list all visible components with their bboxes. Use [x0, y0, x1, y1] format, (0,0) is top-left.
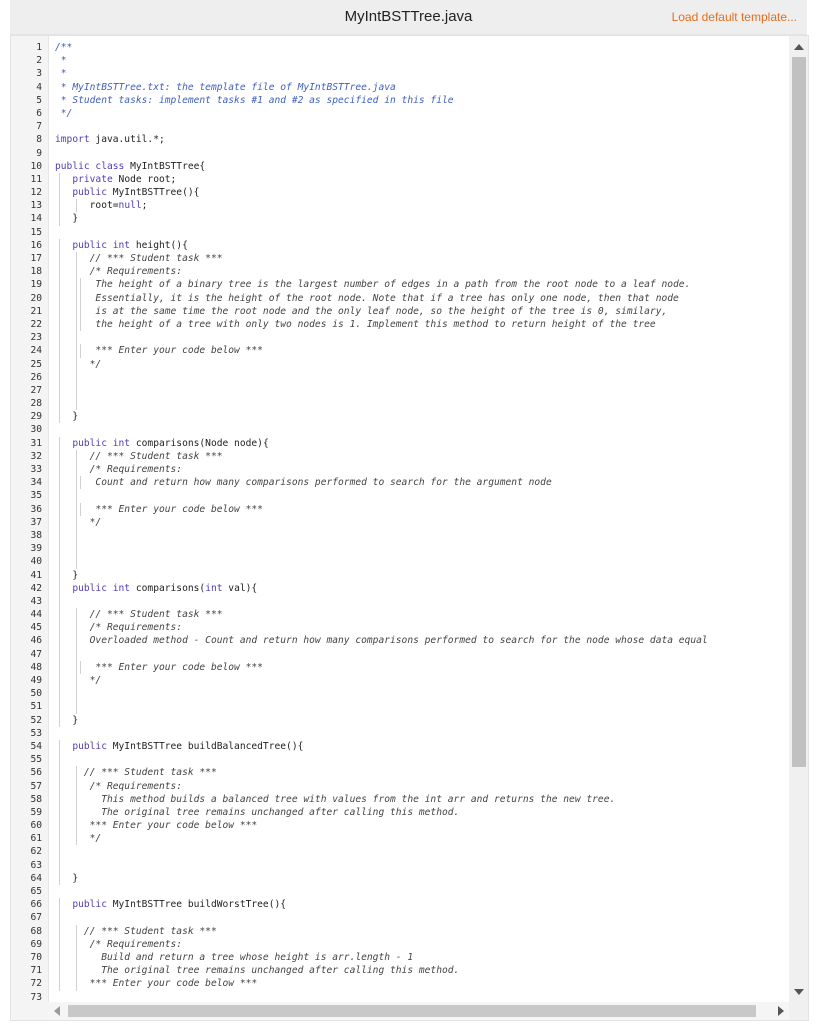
line-number: 43 [30, 595, 42, 607]
code-text[interactable] [55, 410, 78, 423]
line-number: 73 [30, 991, 42, 1003]
horizontal-scrollbar[interactable] [48, 1002, 789, 1020]
arrow-down-icon[interactable] [794, 989, 804, 995]
code-line[interactable] [11, 911, 786, 924]
code-lines[interactable] [11, 41, 786, 1004]
code-line[interactable] [11, 898, 786, 911]
indent-guide [76, 542, 77, 555]
code-line[interactable] [11, 173, 786, 186]
arrow-up-icon[interactable] [794, 44, 804, 50]
vertical-scrollbar[interactable] [789, 36, 808, 1020]
code-line[interactable] [11, 54, 786, 67]
comment-token: the height of a tree with only two nodes is 1. Implement this method to return height of the tree [55, 318, 656, 330]
line-number: 27 [30, 384, 42, 396]
code-line[interactable] [11, 951, 786, 964]
code-editor[interactable] [10, 35, 809, 1021]
code-line[interactable] [11, 318, 786, 331]
keyword-token: import [55, 134, 90, 146]
code-token: MyIntBSTTree buildWorstTree(){ [106, 899, 287, 911]
code-line[interactable] [11, 793, 786, 806]
line-number: 32 [30, 450, 42, 462]
code-line[interactable] [11, 120, 786, 133]
comment-token: /* Requirements: [55, 622, 183, 634]
code-line[interactable] [11, 503, 786, 516]
code-line[interactable] [11, 661, 786, 674]
comment-token: /* Requirements: [55, 464, 183, 475]
line-number: 45 [30, 622, 42, 634]
code-line[interactable] [11, 516, 786, 529]
code-line[interactable] [11, 529, 786, 542]
comment-token: * Student tasks: implement tasks #1 and #2 as specified in this file [55, 94, 454, 106]
comment-token: /** [55, 42, 73, 53]
indent-guide [76, 555, 77, 568]
comment-token: * [55, 55, 67, 67]
code-text[interactable] [55, 766, 217, 779]
load-default-template-link[interactable]: Load default template... [671, 10, 797, 24]
code-line[interactable] [11, 358, 786, 371]
code-line[interactable] [11, 674, 786, 687]
code-text[interactable] [55, 278, 690, 291]
code-line[interactable] [11, 476, 786, 489]
line-number: 30 [30, 424, 42, 436]
line-number: 15 [30, 226, 42, 238]
keyword-token: public int [55, 582, 131, 594]
line-number: 39 [30, 543, 42, 555]
keyword-token: private [55, 173, 113, 185]
comment-token: /* Requirements: [55, 780, 183, 792]
code-line[interactable] [11, 977, 786, 990]
code-line[interactable] [11, 239, 786, 252]
code-token: } [55, 411, 79, 423]
code-text[interactable] [55, 621, 182, 634]
code-text[interactable] [55, 634, 708, 647]
code-text[interactable] [55, 450, 223, 463]
code-line[interactable] [11, 292, 786, 305]
comment-token: // *** Student task *** [55, 925, 217, 937]
comment-token: The height of a binary tree is the largest number of edges in a path from the root node to a leaf node. [55, 279, 691, 291]
indent-guide [59, 911, 60, 924]
code-text[interactable] [55, 67, 67, 80]
code-line[interactable] [11, 160, 786, 173]
code-text[interactable] [55, 318, 656, 331]
line-number: 33 [30, 464, 42, 475]
indent-guide [59, 555, 60, 568]
code-line[interactable] [11, 687, 786, 700]
code-text[interactable] [55, 582, 257, 595]
indent-guide [59, 529, 60, 542]
code-text[interactable] [55, 107, 72, 120]
line-number: 4 [36, 81, 42, 93]
line-number: 49 [30, 675, 42, 686]
code-line[interactable] [11, 608, 786, 621]
code-line[interactable] [11, 845, 786, 858]
code-line[interactable] [11, 371, 786, 384]
line-number: 67 [30, 912, 42, 924]
code-text[interactable] [55, 964, 459, 977]
code-line[interactable] [11, 107, 786, 120]
line-number: 14 [30, 213, 42, 225]
code-line[interactable] [11, 94, 786, 107]
code-token: MyIntBSTTree{ [124, 160, 206, 172]
code-line[interactable] [11, 186, 786, 199]
comment-token: *** Enter your code below *** [55, 661, 263, 673]
line-number: 64 [30, 872, 42, 884]
comment-token: *** Enter your code below *** [55, 978, 258, 990]
line-number: 66 [30, 899, 42, 911]
code-line[interactable] [11, 410, 786, 423]
comment-token: */ [55, 833, 102, 845]
code-text[interactable] [55, 292, 679, 305]
comment-token: *** Enter your code below *** [55, 503, 263, 515]
keyword-token: null [118, 200, 142, 212]
code-line[interactable] [11, 437, 786, 450]
line-number: 34 [30, 477, 42, 489]
code-line[interactable] [11, 714, 786, 727]
code-line[interactable] [11, 766, 786, 779]
code-text[interactable] [55, 780, 182, 793]
indent-guide [76, 397, 77, 410]
line-number: 62 [30, 846, 42, 858]
line-number: 16 [30, 239, 42, 251]
line-number: 25 [30, 358, 42, 370]
line-number: 57 [30, 780, 42, 792]
line-number: 3 [36, 68, 42, 80]
code-text[interactable] [55, 898, 286, 911]
code-line[interactable] [11, 212, 786, 225]
code-token: height(){ [130, 239, 188, 251]
indent-guide [59, 859, 60, 872]
code-line[interactable] [11, 700, 786, 713]
code-text[interactable] [55, 503, 263, 516]
line-number: 29 [30, 411, 42, 423]
code-text[interactable] [55, 806, 459, 819]
code-line[interactable] [11, 252, 786, 265]
indent-guide [76, 384, 77, 397]
code-line[interactable] [11, 555, 786, 568]
comment-token: The original tree remains unchanged after calling this method. [55, 965, 460, 977]
line-number: 69 [30, 938, 42, 950]
arrow-left-icon[interactable] [54, 1006, 60, 1016]
indent-guide [59, 331, 60, 344]
code-line[interactable] [11, 278, 786, 291]
code-line[interactable] [11, 634, 786, 647]
line-number: 26 [30, 371, 42, 383]
code-text[interactable] [55, 977, 257, 990]
code-text[interactable] [55, 94, 454, 107]
code-text[interactable] [55, 81, 396, 94]
vertical-scroll-thumb[interactable] [792, 57, 806, 767]
code-line[interactable] [11, 740, 786, 753]
line-number: 42 [30, 582, 42, 594]
indent-guide [76, 371, 77, 384]
line-number: 63 [30, 859, 42, 871]
code-text[interactable] [55, 938, 182, 951]
code-text[interactable] [55, 199, 147, 212]
line-number: 54 [30, 740, 42, 752]
code-text[interactable] [55, 925, 217, 938]
line-number: 20 [30, 292, 42, 304]
code-line[interactable] [11, 331, 786, 344]
code-text[interactable] [55, 186, 199, 199]
line-number: 6 [36, 107, 42, 119]
comment-token: Essentially, it is the height of the root node. Note that if a tree has only one node, then that node [55, 292, 679, 304]
code-text[interactable] [55, 437, 269, 450]
code-text[interactable] [55, 476, 552, 489]
code-text[interactable] [55, 661, 263, 674]
indent-guide [59, 397, 60, 410]
code-line[interactable] [11, 648, 786, 661]
comment-token: */ [55, 516, 102, 528]
code-token: MyIntBSTTree buildBalancedTree(){ [106, 740, 304, 752]
code-text[interactable] [55, 569, 78, 582]
keyword-token: int [205, 582, 223, 594]
indent-guide [59, 489, 60, 502]
code-line[interactable] [11, 925, 786, 938]
comment-token: // *** Student task *** [55, 609, 223, 621]
indent-guide [76, 331, 77, 344]
line-number: 41 [30, 569, 42, 581]
line-number: 2 [36, 55, 42, 67]
code-text[interactable] [55, 793, 615, 806]
code-line[interactable] [11, 423, 786, 436]
line-number: 38 [30, 529, 42, 541]
code-line[interactable] [11, 621, 786, 634]
comment-token: is at the same time the root node and the only leaf node, so the height of the tree is 0, similary, [55, 305, 668, 317]
line-number: 44 [30, 609, 42, 621]
code-text[interactable] [55, 740, 303, 753]
code-line[interactable] [11, 81, 786, 94]
line-number: 8 [36, 134, 42, 146]
code-line[interactable] [11, 780, 786, 793]
line-number: 28 [30, 398, 42, 410]
indent-guide [59, 687, 60, 700]
indent-guide [76, 648, 77, 661]
code-text[interactable] [55, 674, 101, 687]
code-text[interactable] [55, 160, 205, 173]
code-text[interactable] [55, 714, 78, 727]
line-number: 56 [30, 767, 42, 779]
indent-guide [59, 542, 60, 555]
line-number: 48 [30, 661, 42, 673]
code-line[interactable] [11, 595, 786, 608]
code-line[interactable] [11, 727, 786, 740]
code-text[interactable] [55, 173, 176, 186]
line-number: 51 [30, 701, 42, 713]
line-number: 19 [30, 279, 42, 291]
code-line[interactable] [11, 964, 786, 977]
indent-guide [76, 489, 77, 502]
line-number: 11 [30, 173, 42, 185]
code-text[interactable] [55, 832, 101, 845]
keyword-token: public [55, 899, 107, 911]
line-number: 7 [36, 121, 42, 133]
code-token: } [55, 569, 79, 581]
line-number: 53 [30, 727, 42, 739]
line-number: 37 [30, 516, 42, 528]
code-line[interactable] [11, 569, 786, 582]
code-line[interactable] [11, 489, 786, 502]
indent-guide [59, 371, 60, 384]
comment-token: // *** Student task *** [55, 450, 223, 462]
code-text[interactable] [55, 951, 413, 964]
line-number: 22 [30, 318, 42, 330]
code-line[interactable] [11, 859, 786, 872]
line-number: 1 [36, 42, 42, 53]
horizontal-scroll-thumb[interactable] [68, 1005, 756, 1017]
comment-token: */ [55, 675, 102, 686]
code-line[interactable] [11, 542, 786, 555]
code-line[interactable] [11, 344, 786, 357]
file-title: MyIntBSTTree.java [344, 8, 473, 25]
code-text[interactable] [55, 358, 101, 371]
comment-token: /* Requirements: [55, 938, 183, 950]
line-number: 50 [30, 688, 42, 700]
code-token: java.util.*; [89, 134, 165, 146]
code-line[interactable] [11, 384, 786, 397]
code-line[interactable] [11, 806, 786, 819]
code-text[interactable] [55, 608, 223, 621]
line-number: 60 [30, 820, 42, 832]
code-line[interactable] [11, 819, 786, 832]
line-number: 36 [30, 503, 42, 515]
code-line[interactable] [11, 133, 786, 146]
line-number: 61 [30, 833, 42, 845]
code-text[interactable] [55, 305, 667, 318]
comment-token: // *** Student task *** [55, 253, 223, 264]
indent-guide [59, 700, 60, 713]
comment-token: * MyIntBSTTree.txt: the template file of MyIntBSTTree.java [55, 81, 396, 93]
code-text[interactable] [55, 516, 101, 529]
line-number: 35 [30, 490, 42, 502]
line-number: 9 [36, 147, 42, 159]
code-text[interactable] [55, 41, 72, 54]
code-line[interactable] [11, 265, 786, 278]
comment-token: *** Enter your code below *** [55, 345, 263, 357]
comment-token: // *** Student task *** [55, 767, 217, 779]
line-number: 55 [30, 754, 42, 766]
line-number: 5 [36, 94, 42, 106]
keyword-token: public [55, 740, 107, 752]
code-token: comparisons(Node node){ [130, 437, 269, 449]
comment-token: *** Enter your code below *** [55, 820, 258, 832]
line-number: 70 [30, 951, 42, 963]
indent-guide [76, 700, 77, 713]
comment-token: The original tree remains unchanged after calling this method. [55, 806, 460, 818]
line-number: 65 [30, 886, 42, 897]
comment-token: * [55, 68, 67, 80]
code-line[interactable] [11, 226, 786, 239]
code-text[interactable] [55, 133, 165, 146]
code-line[interactable] [11, 397, 786, 410]
code-text[interactable] [55, 344, 263, 357]
code-line[interactable] [11, 872, 786, 885]
code-text[interactable] [55, 252, 223, 265]
code-token: comparisons( [130, 582, 206, 594]
code-line[interactable] [11, 582, 786, 595]
code-token: Node root; [112, 173, 177, 185]
arrow-right-icon[interactable] [778, 1006, 784, 1016]
line-number: 68 [30, 925, 42, 937]
line-number: 71 [30, 965, 42, 977]
line-number: 46 [30, 635, 42, 647]
code-line[interactable] [11, 450, 786, 463]
line-number: 23 [30, 332, 42, 344]
code-text[interactable] [55, 239, 188, 252]
line-number: 21 [30, 305, 42, 317]
code-text[interactable] [55, 872, 78, 885]
code-text[interactable] [55, 54, 67, 67]
line-number: 13 [30, 200, 42, 212]
comment-token: Build and return a tree whose height is arr.length - 1 [55, 951, 414, 963]
line-number: 59 [30, 806, 42, 818]
keyword-token: public int [55, 239, 131, 251]
comment-token: Overloaded method - Count and return how many comparisons performed to search for the node whose data equal [55, 635, 708, 647]
code-line[interactable] [11, 305, 786, 318]
code-token: } [55, 714, 79, 726]
code-token: val){ [222, 582, 258, 594]
line-number: 12 [30, 187, 42, 199]
code-token: MyIntBSTTree(){ [106, 187, 200, 199]
line-number: 18 [30, 266, 42, 278]
keyword-token: public [55, 187, 107, 199]
line-number: 47 [30, 648, 42, 660]
code-line[interactable] [11, 147, 786, 160]
comment-token: This method builds a balanced tree with values from the int arr and returns the new tree. [55, 793, 616, 805]
code-line[interactable] [11, 463, 786, 476]
code-text[interactable] [55, 463, 182, 476]
comment-token: */ [55, 107, 73, 119]
code-token: } [55, 872, 79, 884]
keyword-token: public int [55, 437, 131, 449]
indent-guide [59, 384, 60, 397]
code-text[interactable] [55, 212, 78, 225]
line-number: 17 [30, 253, 42, 264]
code-line[interactable] [11, 832, 786, 845]
file-header [10, 0, 807, 35]
code-text[interactable] [55, 819, 257, 832]
indent-guide [59, 595, 60, 608]
line-number: 10 [30, 160, 42, 172]
code-line[interactable] [11, 41, 786, 54]
indent-guide [76, 529, 77, 542]
indent-guide [59, 753, 60, 766]
code-token: ; [141, 200, 148, 212]
indent-guide [59, 648, 60, 661]
code-line[interactable] [11, 885, 786, 898]
line-number: 72 [30, 978, 42, 990]
line-number: 31 [30, 437, 42, 449]
code-text[interactable] [55, 265, 182, 278]
indent-guide [76, 687, 77, 700]
code-token: } [55, 213, 79, 225]
line-number: 52 [30, 714, 42, 726]
code-line[interactable] [11, 67, 786, 80]
comment-token: /* Requirements: [55, 266, 183, 278]
comment-token: */ [55, 358, 102, 370]
code-line[interactable] [11, 938, 786, 951]
line-number: 24 [30, 345, 42, 357]
indent-guide [59, 845, 60, 858]
code-line[interactable] [11, 753, 786, 766]
comment-token: Count and return how many comparisons performed to search for the argument node [55, 477, 552, 489]
keyword-token: public class [55, 160, 125, 172]
line-number: 40 [30, 556, 42, 568]
code-line[interactable] [11, 199, 786, 212]
line-number: 58 [30, 793, 42, 805]
code-token: root= [55, 200, 119, 212]
